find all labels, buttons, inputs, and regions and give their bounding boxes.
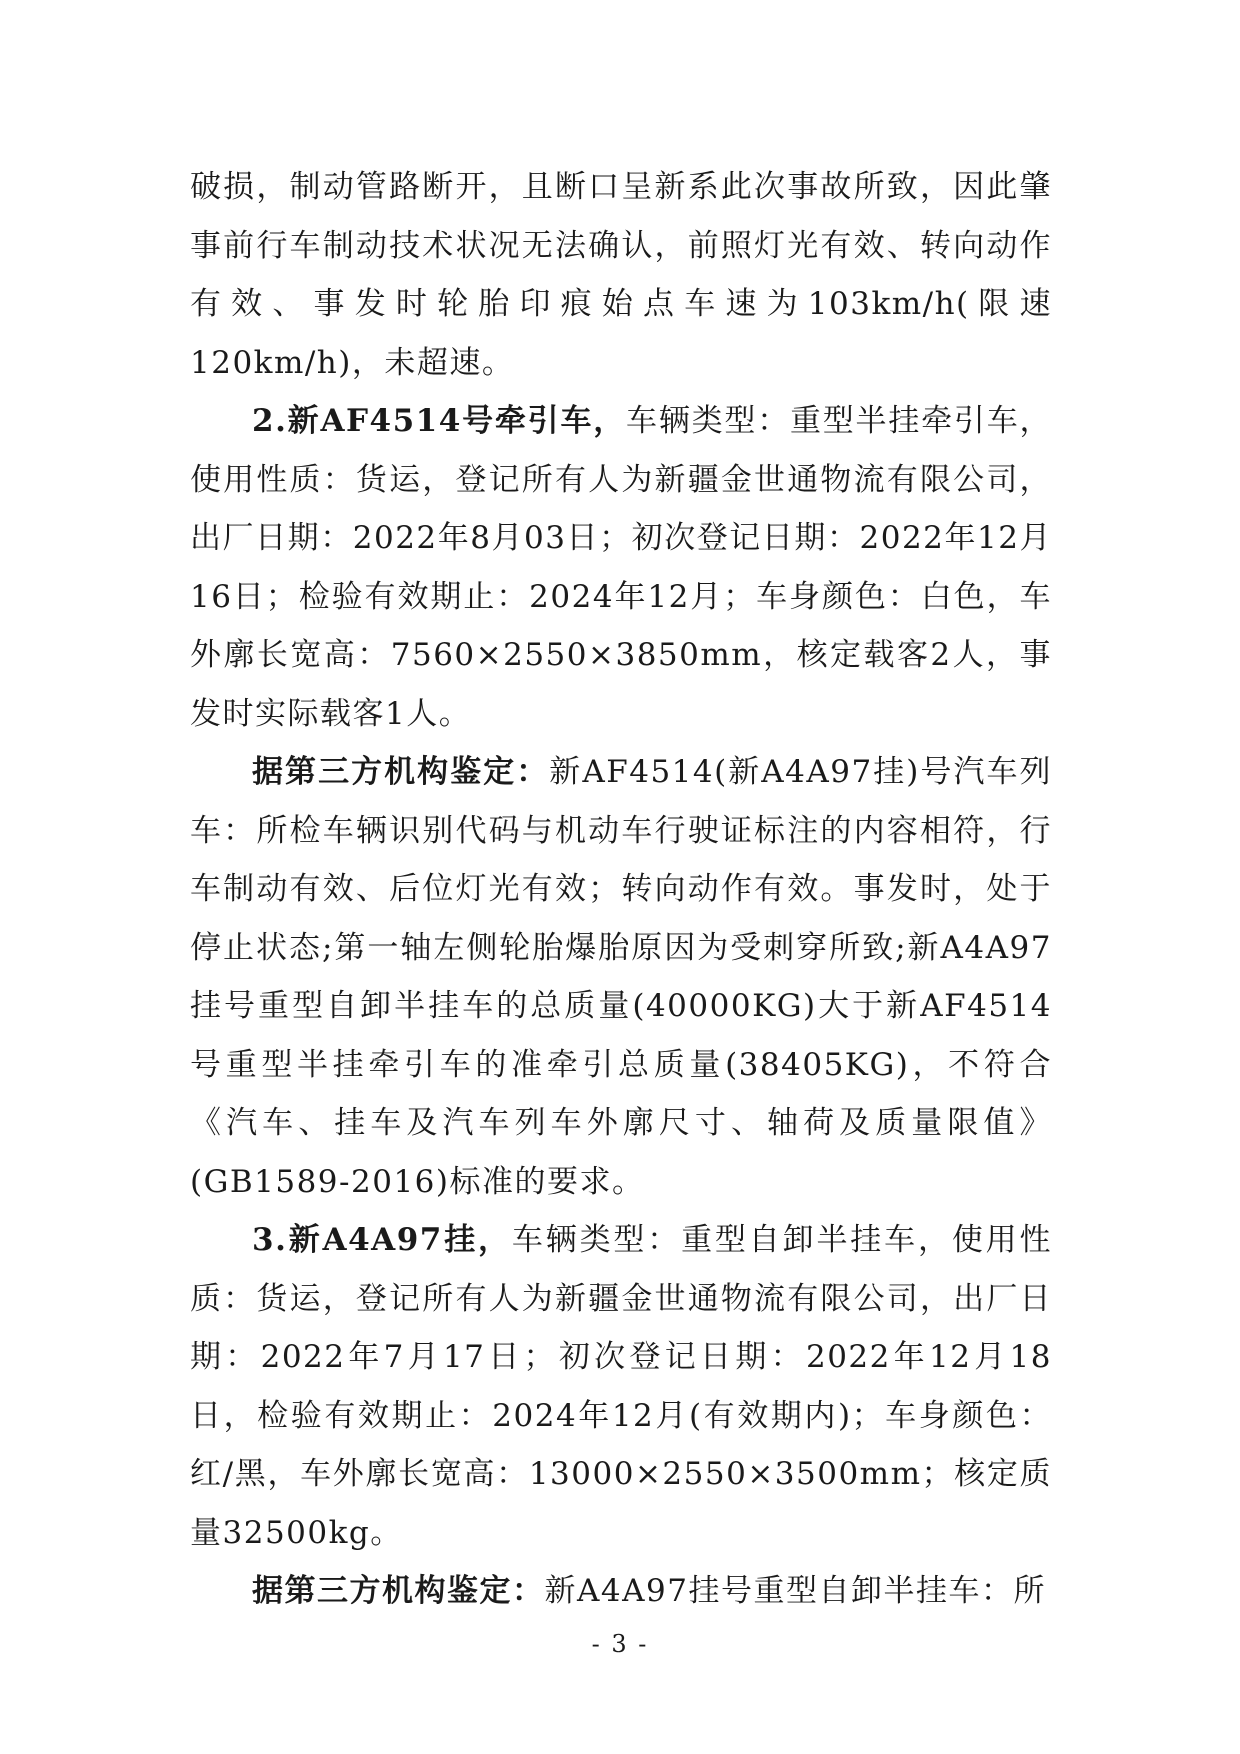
- paragraph-text: 车辆类型：重型自卸半挂车，使用性质：货运，登记所有人为新疆金世通物流有限公司，出厂日期：2022年7月17日；初次登记日期：2022年12月18日，检验有效期止：2024年12月(有效期内)；车身颜色：红/黑，车外廓长宽高：13000×2550×3500mm；核定质量32500kg。: [190, 1222, 1052, 1551]
- paragraph-lead: 据第三方机构鉴定：: [252, 754, 550, 790]
- document-body: [190, 158, 1052, 1621]
- paragraph-text: 新AF4514(新A4A97挂)号汽车列车：所检车辆识别代码与机动车行驶证标注的内容相符，行车制动有效、后位灯光有效；转向动作有效。事发时，处于停止状态;第一轴左侧轮胎爆胎原因为受刺穿所致;新A4A97挂号重型自卸半挂车的总质量(40000KG)大于新AF4514号重型半挂牵引车的准牵引总质量(38405KG)，不符合《汽车、挂车及汽车列车外廓尺寸、轴荷及质量限值》(GB1589-2016)标准的要求。: [190, 754, 1053, 1200]
- paragraph-text: 破损，制动管路断开，且断口呈新系此次事故所致，因此肇事前行车制动技术状况无法确认，前照灯光有效、转向动作有效、事发时轮胎印痕始点车速为103km/h(限速120km/h)，未超速。: [190, 169, 1052, 381]
- paragraph-tractor-af4514: [190, 392, 1052, 743]
- paragraph-appraisal-af4514: [190, 743, 1052, 1211]
- paragraph-text: 新A4A97挂号重型自卸半挂车：所: [544, 1573, 1046, 1609]
- paragraph-lead: 3.新A4A97挂，: [252, 1222, 512, 1258]
- paragraph-text: 车辆类型：重型半挂牵引车，使用性质：货运，登记所有人为新疆金世通物流有限公司，出厂日期：2022年8月03日；初次登记日期：2022年12月16日；检验有效期止：2024年12月；车身颜色：白色，车外廓长宽高：7560×2550×3850mm，核定载客2人，事发时实际载客1人。: [190, 403, 1053, 732]
- paragraph-lead: 2.新AF4514号牵引车，: [252, 403, 627, 439]
- paragraph-brake-status: [190, 158, 1052, 392]
- paragraph-lead: 据第三方机构鉴定：: [252, 1573, 545, 1609]
- page-number: - 3 -: [591, 1630, 649, 1658]
- paragraph-appraisal-a4a97: [190, 1562, 1052, 1621]
- paragraph-trailer-a4a97: [190, 1211, 1052, 1562]
